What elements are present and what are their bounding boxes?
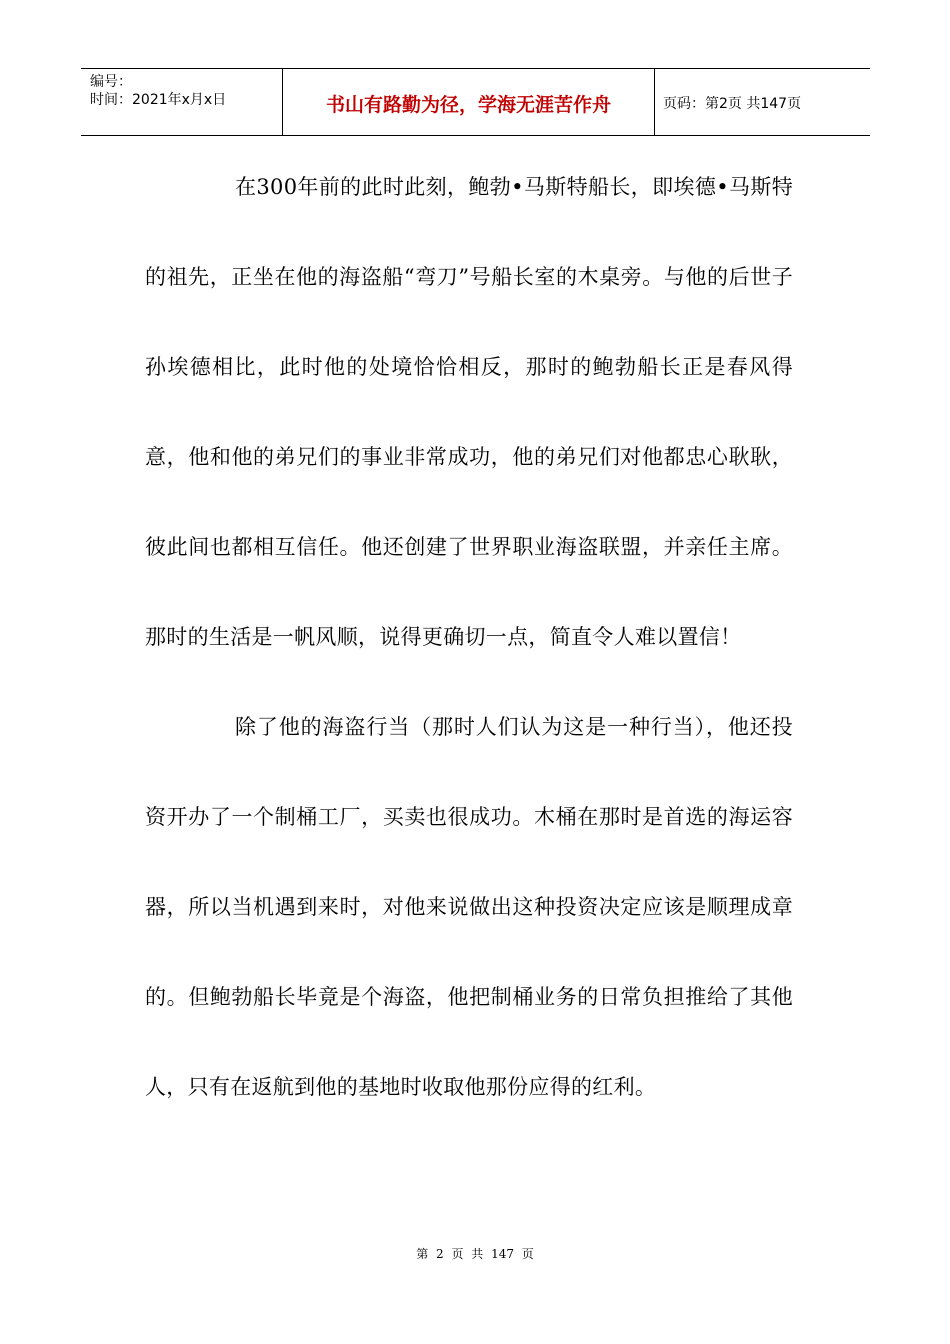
document-date-label: 时间：2021年x月x日: [90, 92, 227, 108]
paragraph: 除了他的海盗行当（那时人们认为这是一种行当），他还投资开办了一个制桶工厂，买卖也很成功。木桶在那时是首选的海运容器，所以当机遇到来时，对他来说做出这种投资决定应该是顺理成章的。但鲍勃船长毕竟是个海盗，他把制桶业务的日常负担推给了其他人，只有在返航到他的基地时收取他那份应得的红利。: [145, 715, 793, 1099]
header-motto-cell: [283, 69, 655, 135]
header-page-info: 页码：第2页 共147页: [663, 96, 802, 112]
header-page-cell: [655, 69, 870, 135]
page-header: [81, 68, 870, 136]
page-footer: 第 2 页 共 147 页: [416, 1247, 534, 1261]
document-body: [145, 142, 793, 1132]
paragraph: 在300年前的此时此刻，鲍勃•马斯特船长，即埃德•马斯特的祖先，正坐在他的海盗船“弯刀”号船长室的木桌旁。与他的后世子孙埃德相比，此时他的处境恰恰相反，那时的鲍勃船长正是春风得意，他和他的弟兄们的事业非常成功，他的弟兄们对他都忠心耿耿，彼此间也都相互信任。他还创建了世界职业海盗联盟，并亲任主席。那时的生活是一帆风顺，说得更确切一点，简直令人难以置信！: [145, 175, 793, 649]
motto-text: 书山有路勤为径，学海无涯苦作舟: [325, 94, 611, 116]
document-number-label: 编号：: [90, 74, 132, 90]
header-meta-cell: [81, 69, 283, 135]
